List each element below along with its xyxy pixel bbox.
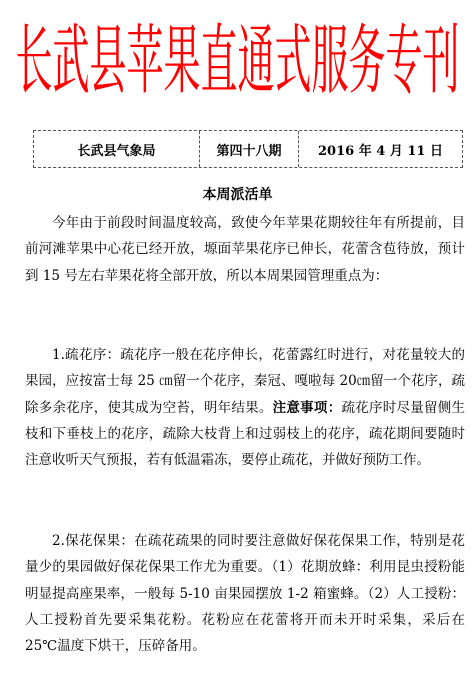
masthead-title: 长武县苹果直通式服务专刊 — [15, 16, 460, 106]
issue-number: 第四十八期 — [199, 131, 298, 167]
section-title: 本周派活单 — [202, 187, 273, 203]
notice-label: 注意事项： — [272, 399, 342, 416]
issue-date: 2016 年 4 月 11 日 — [298, 131, 462, 167]
fruit-set-paragraph: 2.保花保果：在疏花疏果的同时要注意做好保花保果工作，特别是花量少的果园做好保花保果工作尤为重要。（1）花期放蜂：利用昆虫授粉能明显提高座果率，一般每 5-10 亩果园摆放 1-2 箱蜜蜂。（2）人工授粉：人工授粉首先要采集花粉。花粉应在花蕾将开而未开时采集，采后在 25℃温度下烘干，压碎备用。 — [25, 533, 465, 655]
thinning-paragraph — [25, 342, 465, 473]
notice-text: 疏花序时尽量留侧生枝和下垂枝上的花序，疏除大枝背上和过弱枝上的花序，疏花期间要随时注意收听天气预报，若有低温霜冻，要停止疏花，并做好预防工作。 — [25, 399, 466, 469]
issue-info-table — [33, 130, 463, 168]
thinning-text: 1.疏花序：疏花序一般在花序伸长，花蕾露红时进行，对花量较大的果园，应按富士每 25 ㎝留一个花序，秦冠、嘎啦每 20㎝留一个花序，疏除多余花序，使其成为空苔，明年结果。 — [25, 347, 465, 416]
intro-paragraph: 今年由于前段时间温度较高，致使今年苹果花期较往年有所提前，目前河滩苹果中心花已经开放，塬面苹果花序已伸长，花蕾含苞待放，预计到 15 号左右苹果花将全部开放，所以本周果园管理重点为： — [25, 215, 465, 284]
bureau-name: 长武县气象局 — [77, 143, 156, 159]
